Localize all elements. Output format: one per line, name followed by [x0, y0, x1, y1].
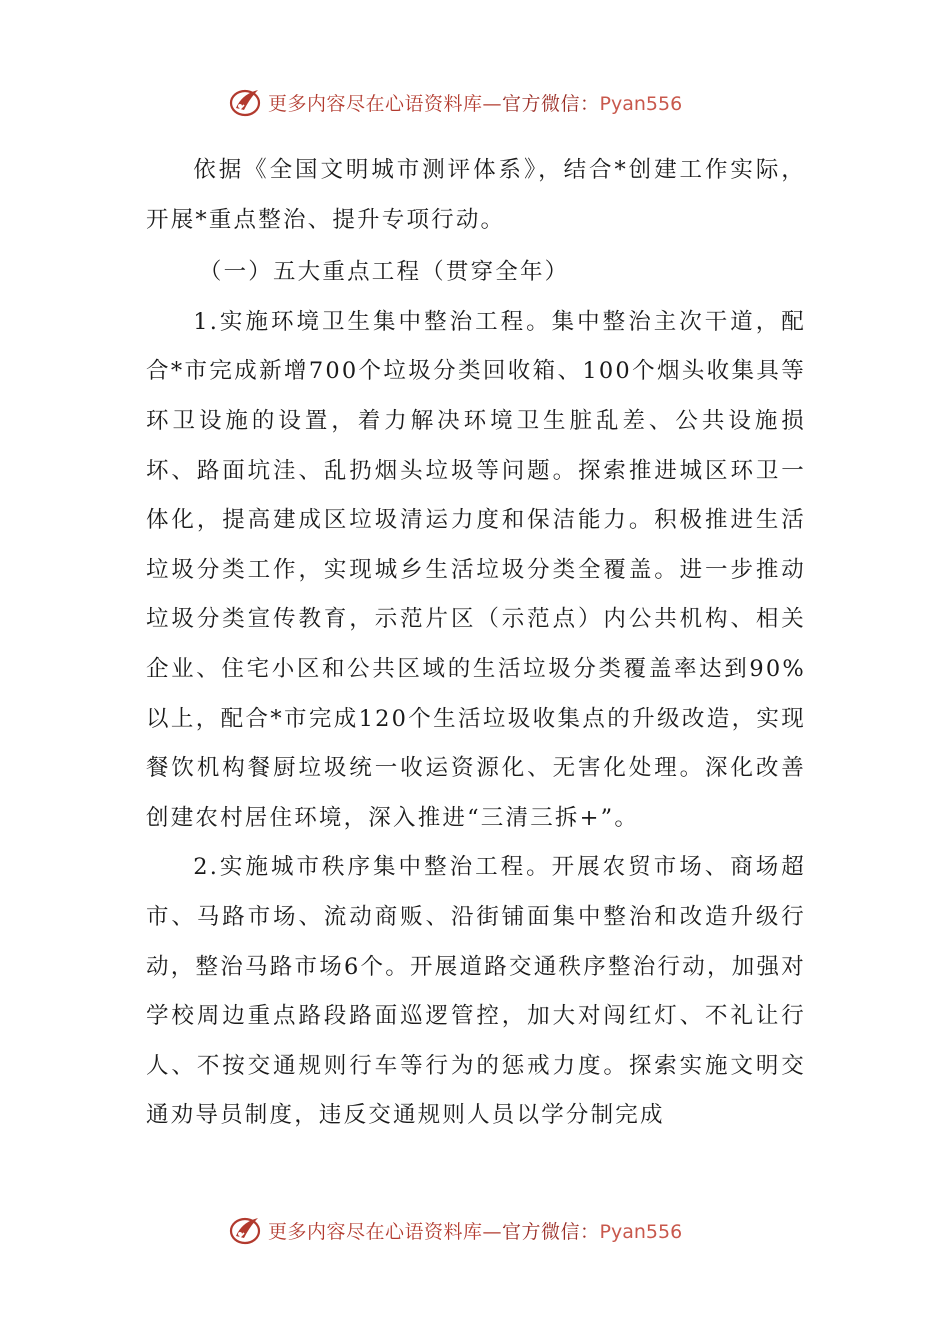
watermark-dash: — [482, 1220, 503, 1243]
watermark-wechat-label: 官方微信： [502, 92, 600, 115]
paragraph-item-2: 2.实施城市秩序集中整治工程。开展农贸市场、商场超市、马路市场、流动商贩、沿街铺面集中整治和改造升级行动，整治马路市场6个。开展道路交通秩序整治行动，加强对学校周边重点路段路面巡逻管控，加大对闯红灯、不礼让行人、不按交通规则行车等行为的惩戒力度。探索实施文明交通劝导员制度，违反交通规则人员以学分制完成 [146, 854, 806, 1129]
paragraph-item-1: 1.实施环境卫生集中整治工程。集中整治主次干道，配合*市完成新增700个垃圾分类回收箱、100个烟头收集具等环卫设施的设置，着力解决环境卫生脏乱差、公共设施损坏、路面坑洼、乱扔烟头垃圾等问题。探索推进城区环卫一体化，提高建成区垃圾清运力度和保洁能力。积极推进生活垃圾分类工作，实现城乡生活垃圾分类全覆盖。进一步推动垃圾分类宣传教育，示范片区（示范点）内公共机构、相关企业、住宅小区和公共区域的生活垃圾分类覆盖率达到90%以上，配合*市完成120个生活垃圾收集点的升级改造，实现餐饮机构餐厨垃圾统一收运资源化、无害化处理。深化改善创建农村居住环境，深入推进“三清三拆+”。 [146, 308, 806, 831]
watermark-header [228, 82, 682, 122]
watermark-brand: 更多内容尽在心语资料库 [268, 92, 483, 115]
watermark-text [268, 1217, 682, 1244]
watermark-dash: — [482, 92, 503, 115]
watermark-brand: 更多内容尽在心语资料库 [268, 1220, 483, 1243]
watermark-wechat-id: Pyan556 [599, 92, 683, 115]
watermark-text [268, 89, 682, 116]
watermark-wechat-id: Pyan556 [599, 1220, 683, 1243]
document-body [146, 146, 806, 1141]
paragraph-intro: 依据《全国文明城市测评体系》，结合*创建工作实际，开展*重点整治、提升专项行动。 [146, 157, 806, 233]
pen-logo-icon [228, 84, 264, 120]
watermark-wechat-label: 官方微信： [502, 1220, 600, 1243]
pen-logo-icon [228, 1212, 264, 1248]
section-heading: （一）五大重点工程（贯穿全年） [198, 259, 570, 286]
watermark-footer [228, 1210, 682, 1250]
